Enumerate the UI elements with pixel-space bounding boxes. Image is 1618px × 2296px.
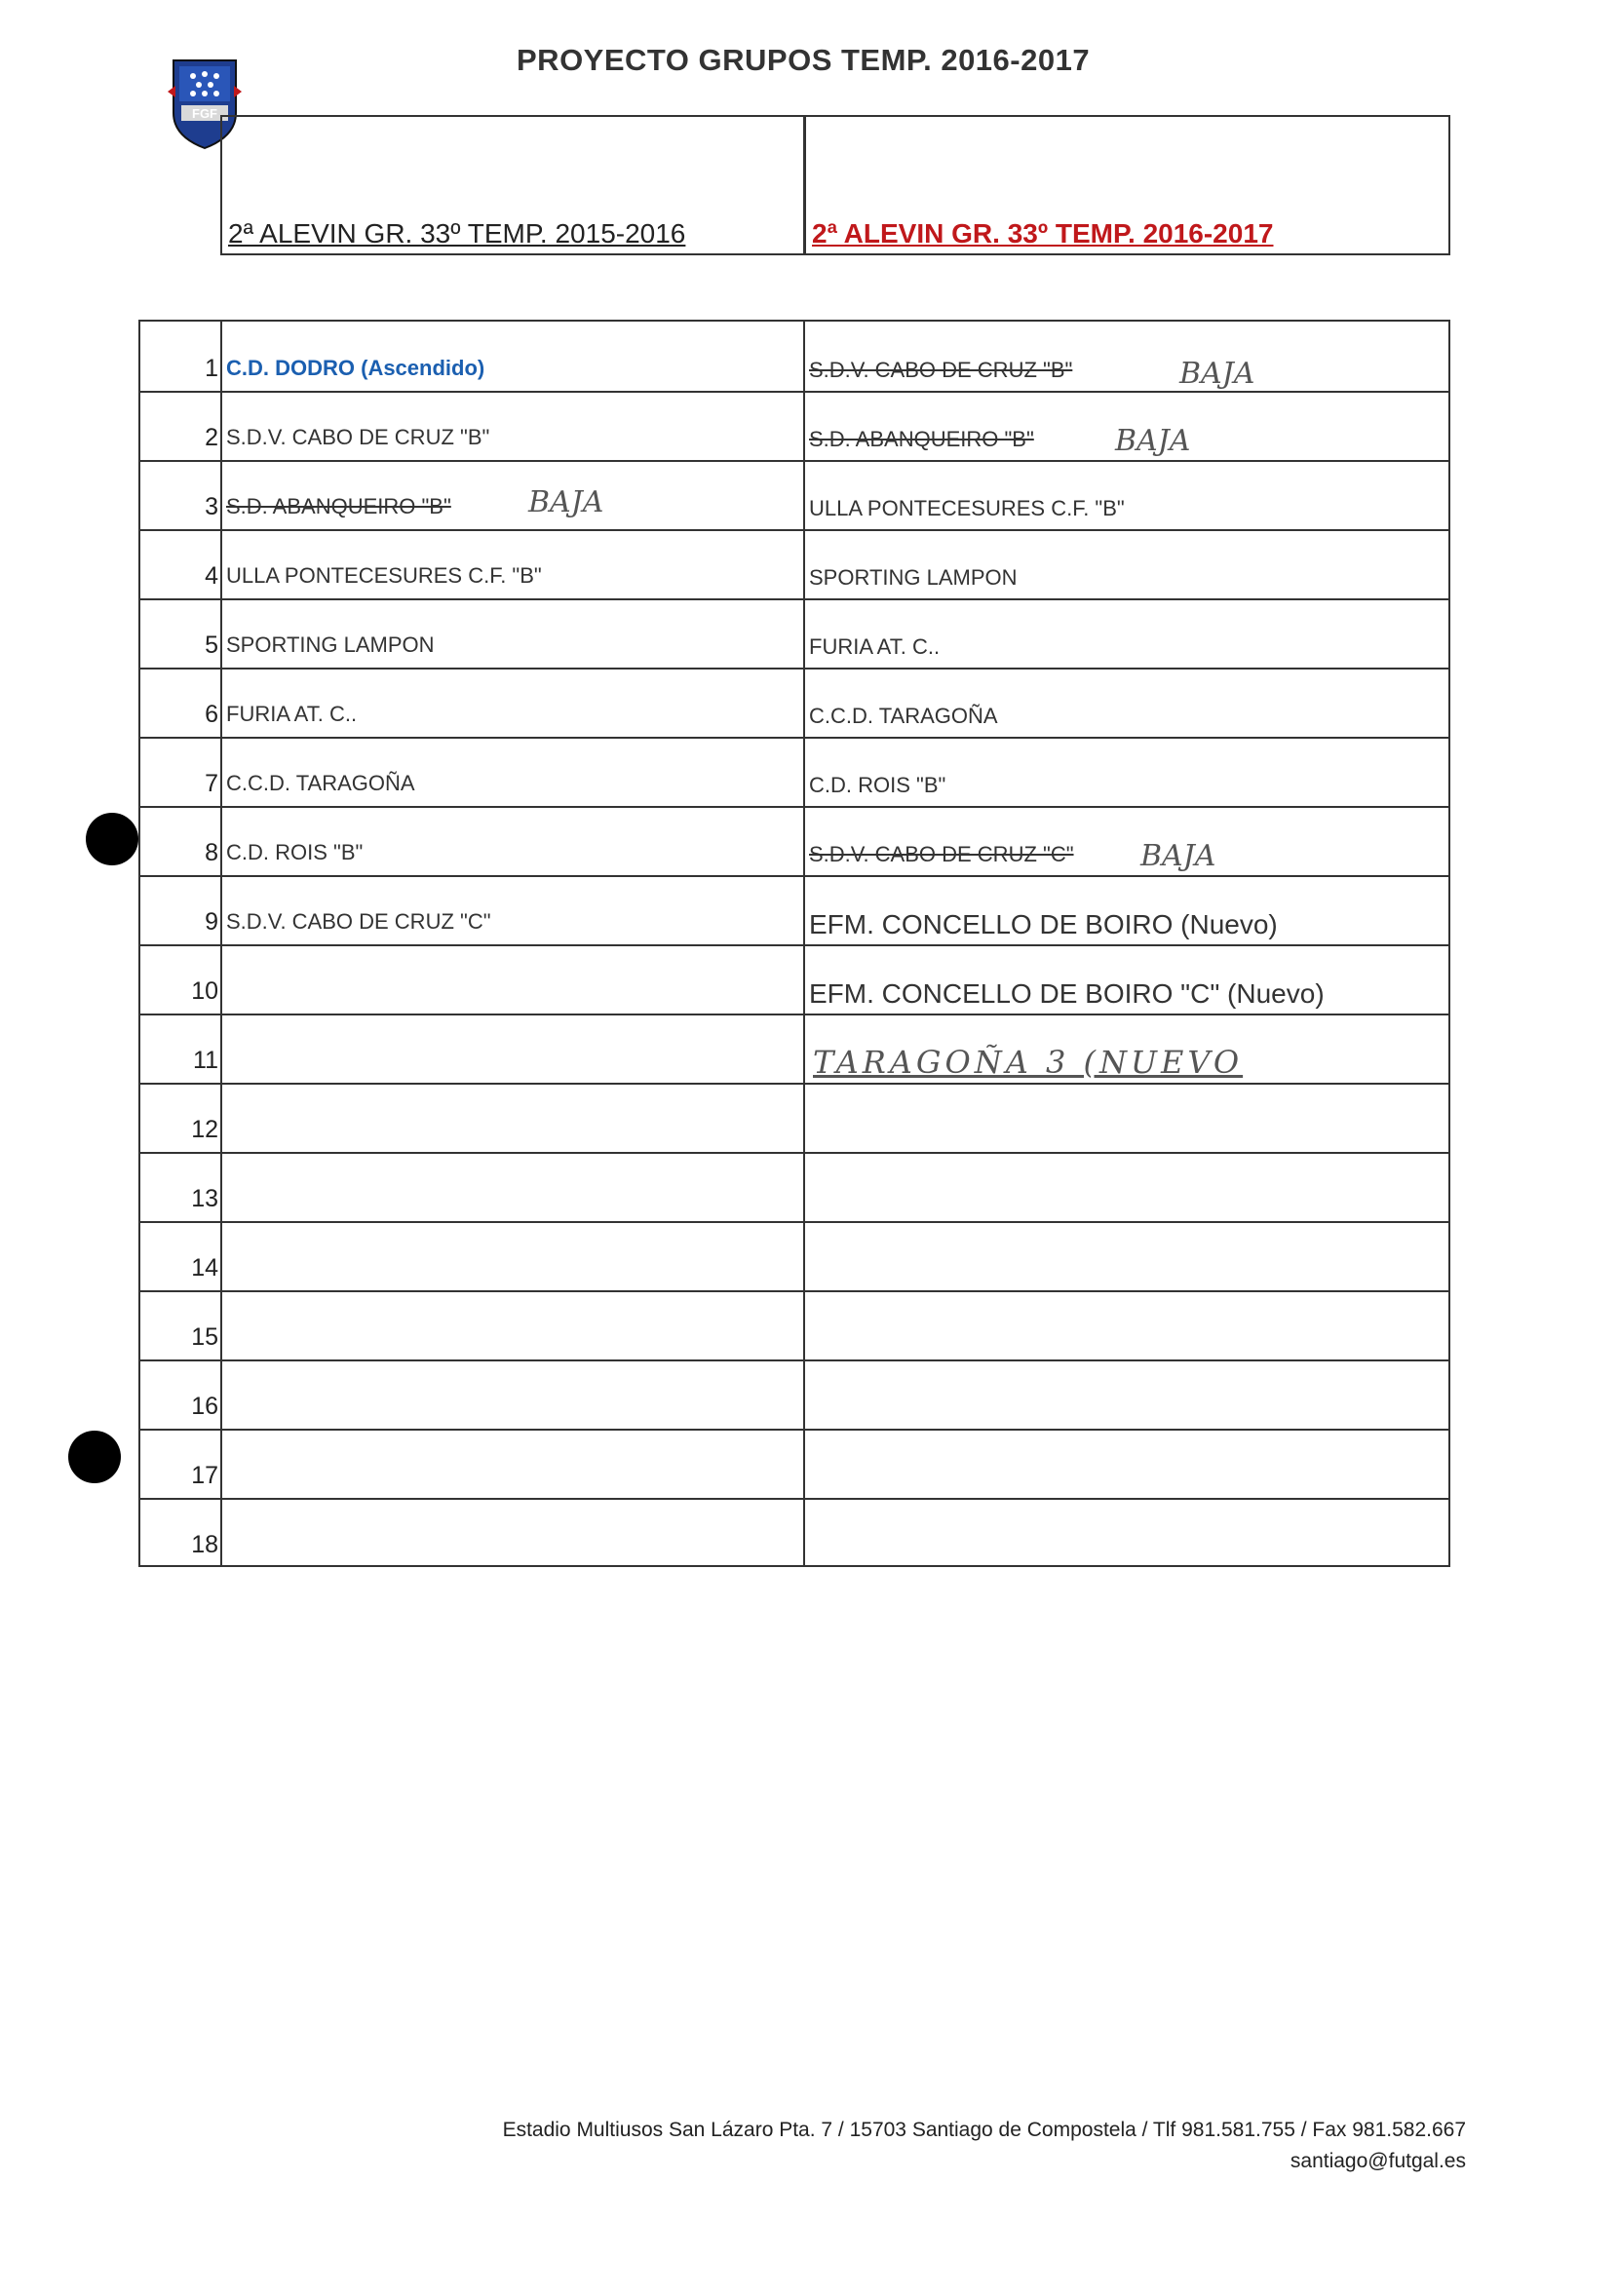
team-2016-cell: C.D. ROIS "B" bbox=[809, 773, 946, 797]
team-2015-cell: C.C.D. TARAGOÑA bbox=[226, 771, 415, 795]
row-number: 8 bbox=[205, 839, 218, 866]
team-2016-cell: S.D.V. CABO DE CRUZ "B" bbox=[809, 358, 1073, 382]
teams-table bbox=[138, 320, 1450, 1567]
table-row bbox=[140, 1221, 1448, 1290]
row-number: 18 bbox=[191, 1531, 218, 1558]
row-number: 11 bbox=[193, 1047, 218, 1074]
table-row bbox=[140, 806, 1448, 875]
header-season-2015-2016 bbox=[220, 115, 805, 255]
row-number: 12 bbox=[191, 1116, 218, 1143]
row-number: 1 bbox=[205, 355, 218, 382]
table-row bbox=[140, 598, 1448, 668]
row-number: 10 bbox=[191, 977, 218, 1005]
team-2016-cell: EFM. CONCELLO DE BOIRO (Nuevo) bbox=[809, 909, 1278, 939]
table-row bbox=[140, 875, 1448, 944]
row-number: 13 bbox=[191, 1185, 218, 1212]
footer-email: santiago@futgal.es bbox=[1290, 2150, 1466, 2172]
row-number: 14 bbox=[191, 1254, 218, 1282]
team-2015-cell: S.D. ABANQUEIRO "B" bbox=[226, 494, 451, 518]
team-2016-cell: SPORTING LAMPON bbox=[809, 565, 1018, 590]
row-number: 7 bbox=[205, 770, 218, 797]
handwritten-note: BAJA bbox=[1140, 839, 1216, 873]
table-row bbox=[140, 529, 1448, 598]
team-2016-cell: C.C.D. TARAGOÑA bbox=[809, 704, 998, 728]
team-2015-cell: ULLA PONTECESURES C.F. "B" bbox=[226, 563, 542, 588]
header-left-label: 2ª ALEVIN GR. 33º TEMP. 2015-2016 bbox=[228, 218, 686, 249]
team-2016-cell: FURIA AT. C.. bbox=[809, 634, 941, 659]
table-row bbox=[140, 668, 1448, 737]
punch-hole-top bbox=[86, 813, 138, 865]
handwritten-note: BAJA bbox=[528, 485, 604, 519]
page-title: PROYECTO GRUPOS TEMP. 2016-2017 bbox=[517, 43, 1091, 77]
team-2015-cell: C.D. ROIS "B" bbox=[226, 840, 364, 864]
table-row bbox=[140, 1498, 1448, 1567]
team-2015-cell: C.D. DODRO (Ascendido) bbox=[226, 356, 485, 380]
row-number: 9 bbox=[205, 908, 218, 936]
handwritten-note: BAJA bbox=[1115, 424, 1191, 458]
table-row bbox=[140, 1152, 1448, 1221]
header-season-2016-2017 bbox=[803, 115, 1450, 255]
row-number: 15 bbox=[191, 1323, 218, 1351]
table-row bbox=[140, 1359, 1448, 1429]
row-number: 6 bbox=[205, 701, 218, 728]
team-2016-cell: EFM. CONCELLO DE BOIRO "C" (Nuevo) bbox=[809, 978, 1325, 1009]
table-row bbox=[140, 1083, 1448, 1152]
header-right-label: 2ª ALEVIN GR. 33º TEMP. 2016-2017 bbox=[812, 218, 1274, 249]
punch-hole-bottom bbox=[68, 1431, 121, 1483]
row-number: 17 bbox=[191, 1462, 218, 1489]
team-2015-cell: SPORTING LAMPON bbox=[226, 632, 435, 657]
row-number: 16 bbox=[191, 1393, 218, 1420]
team-2015-cell: S.D.V. CABO DE CRUZ "C" bbox=[226, 909, 491, 934]
table-row bbox=[140, 944, 1448, 1014]
table-row bbox=[140, 737, 1448, 806]
row-number: 3 bbox=[205, 493, 218, 520]
table-row bbox=[140, 391, 1448, 460]
table-row bbox=[140, 460, 1448, 529]
table-row bbox=[140, 1014, 1448, 1083]
table-row bbox=[140, 1290, 1448, 1359]
handwritten-note: BAJA bbox=[1179, 357, 1255, 391]
team-2016-cell: ULLA PONTECESURES C.F. "B" bbox=[809, 496, 1125, 520]
team-2016-cell: S.D.V. CABO DE CRUZ "C" bbox=[809, 842, 1074, 866]
table-row bbox=[140, 322, 1448, 391]
handwritten-team-2016: TARAGOÑA 3 (NUEVO bbox=[813, 1044, 1244, 1081]
table-row bbox=[140, 1429, 1448, 1498]
team-2015-cell: S.D.V. CABO DE CRUZ "B" bbox=[226, 425, 490, 449]
logo-text: FGF bbox=[192, 106, 217, 121]
team-2016-cell: S.D. ABANQUEIRO "B" bbox=[809, 427, 1034, 451]
team-2015-cell: FURIA AT. C.. bbox=[226, 702, 358, 726]
row-number: 5 bbox=[205, 631, 218, 659]
row-number: 4 bbox=[205, 562, 218, 590]
footer-address: Estadio Multiusos San Lázaro Pta. 7 / 15703 Santiago de Compostela / Tlf 981.581.755 / Fax 981.582.667 bbox=[502, 2119, 1466, 2141]
row-number: 2 bbox=[205, 424, 218, 451]
